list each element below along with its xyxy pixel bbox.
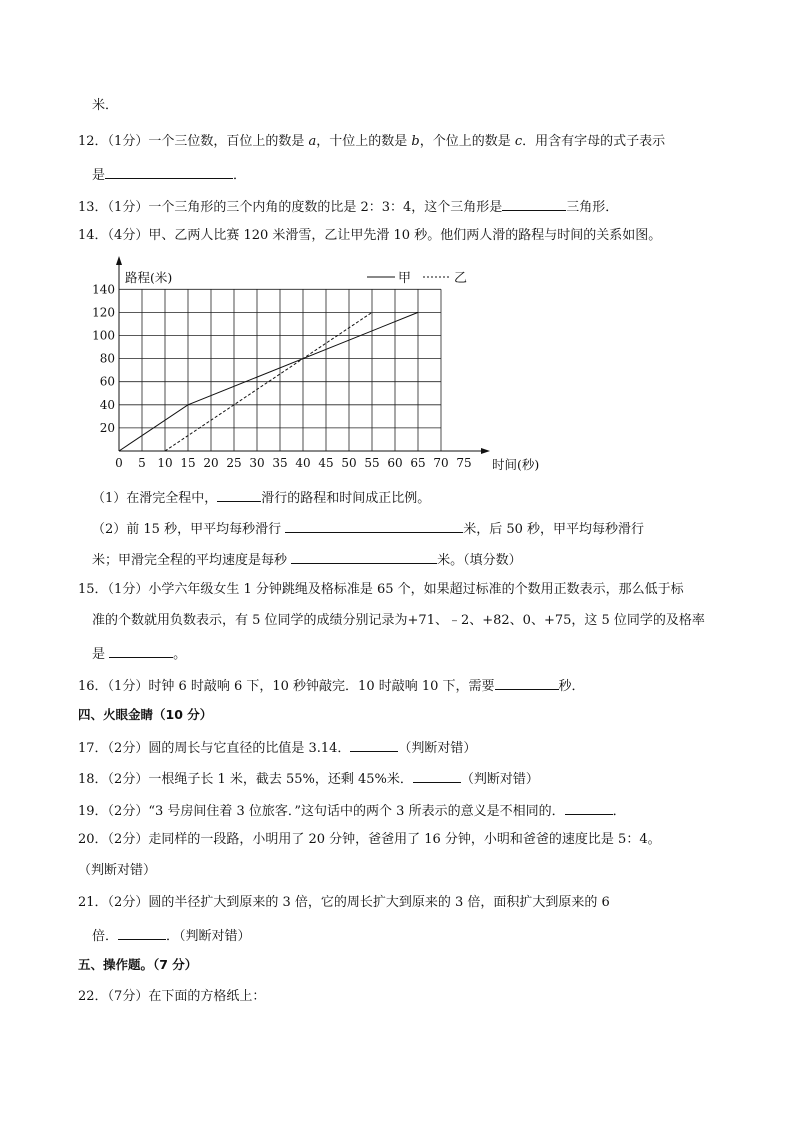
x-tick-label: 30 — [249, 456, 265, 470]
text-segment: b — [411, 134, 420, 149]
answer-blank[interactable] — [285, 518, 463, 533]
y-axis-title: 路程(米) — [125, 270, 173, 285]
text-segment: 14．（4分）甲、乙两人比赛 120 米滑雪，乙让甲先滑 10 秒。他们两人滑的路程与时间的关系如图。 — [78, 228, 662, 243]
question-14-part-2-line-1 — [92, 518, 794, 539]
answer-blank[interactable] — [565, 800, 613, 815]
text-segment: 12．（1分）一个三位数，百位上的数是 — [78, 134, 309, 149]
y-tick-label: 40 — [99, 397, 115, 412]
y-axis-arrow — [116, 256, 122, 265]
text-segment: 19．（2分）“3 号房间住着 3 位旅客．”这句话中的两个 3 所表示的意义是不相同的． — [78, 804, 565, 819]
text-segment: 13．（1分）一个三角形的三个内角的度数的比是 2：3：4，这个三角形是 — [78, 200, 503, 215]
text-segment: 米；甲滑完全程的平均速度是每秒 — [92, 553, 292, 568]
text-segment: 21．（2分）圆的半径扩大到原来的 3 倍，它的周长扩大到原来的 3 倍，面积扩大到原来的 6 — [78, 895, 610, 910]
x-tick-label: 35 — [272, 456, 288, 470]
question-14-part-2-line-2 — [92, 549, 794, 570]
text-segment: （判断对错） — [78, 863, 157, 878]
text-segment: ．（判断对错） — [166, 929, 251, 944]
section-5-heading — [78, 956, 794, 974]
answer-blank[interactable] — [105, 164, 233, 179]
question-12-line-1 — [78, 133, 794, 151]
x-tick-label: 10 — [157, 456, 173, 470]
x-tick-label: 40 — [295, 456, 311, 470]
text-line-meters-end — [92, 97, 794, 115]
x-axis-arrow — [481, 448, 490, 454]
answer-blank[interactable] — [413, 768, 461, 783]
text-segment: （1）在滑完全程中， — [92, 491, 218, 506]
text-segment: 倍． — [92, 929, 119, 944]
text-segment: 秒． — [558, 679, 585, 694]
text-segment: 米． — [92, 98, 119, 113]
text-segment: 是 — [92, 168, 106, 183]
question-20-line-2 — [78, 862, 794, 880]
question-21-line-2 — [92, 925, 794, 946]
text-segment: 准的个数就用负数表示，有 5 位同学的成绩分别记录为+71、﹣2、+82、0、+75，这 5 位同学的及格率 — [92, 613, 705, 628]
text-segment: 滑行的路程和时间成正比例。 — [261, 491, 431, 506]
y-tick-label: 120 — [92, 305, 115, 320]
x-tick-label: 0 — [115, 456, 123, 470]
text-segment: 。 — [173, 647, 187, 662]
question-17 — [78, 737, 794, 758]
text-segment: 是 — [92, 647, 110, 662]
x-tick-label: 70 — [433, 456, 449, 470]
text-segment: （判断对错） — [398, 741, 477, 756]
x-tick-label: 75 — [456, 456, 472, 470]
question-14-part-1 — [92, 487, 794, 508]
question-18 — [78, 768, 794, 789]
text-segment: 20．（2分）走同样的一段路，小明用了 20 分钟，爸爸用了 16 分钟，小明和爸爸的速度比是 5：4。 — [78, 832, 661, 847]
question-22 — [78, 988, 794, 1006]
question-14 — [78, 227, 794, 245]
x-tick-label: 15 — [180, 456, 196, 470]
text-segment: 15．（1分）小学六年级女生 1 分钟跳绳及格标准是 65 个，如果超过标准的个数用正数表示，那么低于标 — [78, 582, 684, 597]
y-tick-label: 100 — [92, 328, 115, 343]
x-tick-label: 5 — [138, 456, 146, 470]
answer-blank[interactable] — [495, 675, 559, 690]
x-tick-label: 25 — [226, 456, 242, 470]
question-13 — [78, 196, 794, 217]
distance-time-chart — [84, 254, 564, 476]
x-axis-title: 时间(秒) — [492, 457, 540, 472]
section-4-heading — [78, 706, 794, 724]
text-segment: 18．（2分）一根绳子长 1 米，截去 55%，还剩 45%米． — [78, 772, 413, 787]
text-segment: 米，后 50 秒，甲平均每秒滑行 — [463, 522, 645, 537]
y-tick-label: 140 — [92, 282, 115, 297]
x-tick-label: 20 — [203, 456, 219, 470]
text-segment: （判断对错） — [460, 772, 539, 787]
legend-label: 甲 — [398, 271, 412, 286]
y-tick-label: 20 — [99, 420, 115, 435]
text-segment: ． — [612, 804, 626, 819]
y-tick-label: 80 — [99, 351, 115, 366]
question-12-line-2 — [92, 164, 794, 185]
question-15-line-3 — [92, 643, 794, 664]
text-segment: ，十位上的数是 — [316, 134, 412, 149]
answer-blank[interactable] — [118, 925, 166, 940]
x-tick-label: 50 — [341, 456, 357, 470]
text-segment: 17．（2分）圆的周长与它直径的比值是 3.14． — [78, 741, 351, 756]
question-16 — [78, 675, 794, 696]
question-15-line-1 — [78, 581, 794, 599]
answer-blank[interactable] — [109, 643, 173, 658]
text-segment: 22．（7分）在下面的方格纸上： — [78, 989, 266, 1004]
text-segment: ，个位上的数是 — [419, 134, 515, 149]
text-segment: 16．（1分）时钟 6 时敲响 6 下，10 秒钟敲完．10 时敲响 10 下，需要 — [78, 679, 495, 694]
text-segment: a — [308, 134, 317, 149]
y-tick-label: 60 — [99, 374, 115, 389]
x-tick-label: 45 — [318, 456, 334, 470]
text-segment: ．用含有字母的式子表示 — [522, 134, 666, 149]
answer-blank[interactable] — [217, 487, 261, 502]
x-tick-label: 55 — [364, 456, 380, 470]
text-segment: 五、操作题。（7 分） — [78, 957, 198, 972]
answer-blank[interactable] — [502, 196, 566, 211]
question-21-line-1 — [78, 894, 794, 912]
answer-blank[interactable] — [350, 737, 398, 752]
question-20-line-1 — [78, 831, 794, 849]
text-segment: 三角形． — [566, 200, 619, 215]
legend-label: 乙 — [454, 271, 468, 286]
text-segment: ． — [233, 168, 247, 183]
x-tick-label: 60 — [387, 456, 403, 470]
text-segment: （2）前 15 秒，甲平均每秒滑行 — [92, 522, 286, 537]
answer-blank[interactable] — [291, 549, 437, 564]
text-segment: c — [514, 134, 523, 149]
question-19 — [78, 800, 794, 821]
text-segment: 米。（填分数） — [437, 553, 522, 568]
question-15-line-2 — [92, 612, 794, 630]
x-tick-label: 65 — [410, 456, 426, 470]
text-segment: 四、火眼金睛（10 分） — [78, 707, 213, 722]
